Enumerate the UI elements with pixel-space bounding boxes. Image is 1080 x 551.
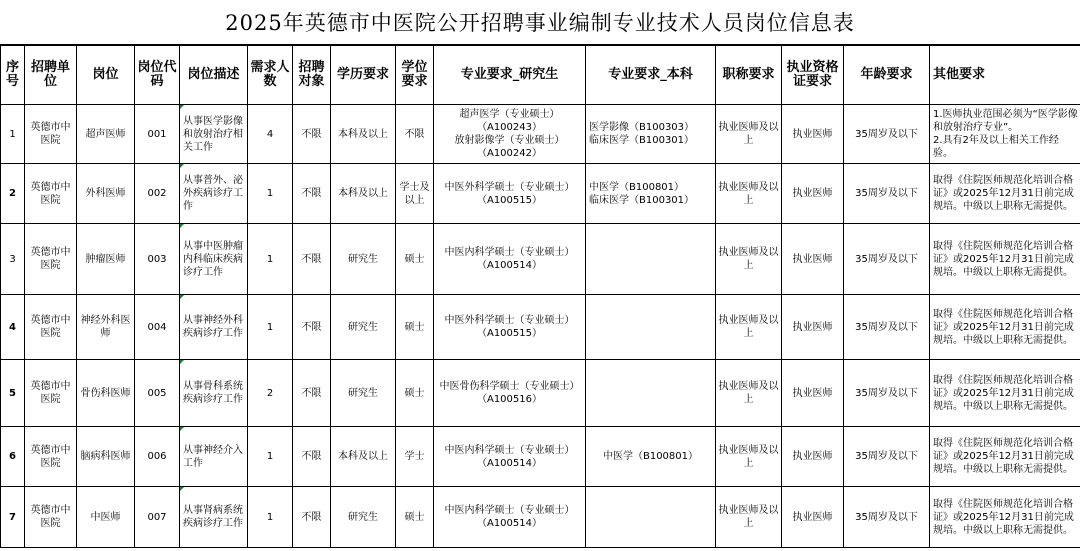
post-cell: 神经外科医师 xyxy=(77,295,135,360)
code-cell: 003 xyxy=(135,224,180,295)
major-bach-cell: 中医学（B100801） 临床医学（B100301） xyxy=(586,164,716,224)
unit-cell: 英德市中医院 xyxy=(25,295,77,360)
edu-cell: 研究生 xyxy=(331,360,396,427)
header-seq: 序号 xyxy=(1,46,25,105)
age-cell: 35周岁及以下 xyxy=(844,360,930,427)
desc-cell: 从事中医肿瘤内科临床疾病诊疗工作 xyxy=(180,224,248,295)
cert-cell: 执业医师 xyxy=(782,295,844,360)
header-code: 岗位代码 xyxy=(135,46,180,105)
title-req-cell: 执业医师及以上 xyxy=(716,105,782,164)
unit-cell: 英德市中医院 xyxy=(25,487,77,548)
post-cell: 肿瘤医师 xyxy=(77,224,135,295)
header-degree: 学位要求 xyxy=(396,46,434,105)
seq-cell: 6 xyxy=(1,427,25,487)
title-req-cell: 执业医师及以上 xyxy=(716,427,782,487)
table-row xyxy=(1,427,1080,487)
target-cell: 不限 xyxy=(293,427,331,487)
header-cert: 执业资格证要求 xyxy=(782,46,844,105)
num-cell: 4 xyxy=(248,105,293,164)
seq-cell: 1 xyxy=(1,105,25,164)
major-bach-cell xyxy=(586,360,716,427)
other-cell: 取得《住院医师规范化培训合格证》或2025年12月31日前完成规培。中级以上职称无需提供。 xyxy=(930,224,1080,295)
edu-cell: 本科及以上 xyxy=(331,164,396,224)
post-cell: 超声医师 xyxy=(77,105,135,164)
header-title-req: 职称要求 xyxy=(716,46,782,105)
other-cell: 取得《住院医师规范化培训合格证》或2025年12月31日前完成规培。中级以上职称无需提供。 xyxy=(930,487,1080,548)
table-row xyxy=(1,487,1080,548)
major-grad-cell: 超声医学（专业硕士） （A100243） 放射影像学（专业硕士） （A100242） xyxy=(434,105,586,164)
age-cell: 35周岁及以下 xyxy=(844,295,930,360)
code-cell: 005 xyxy=(135,360,180,427)
header-num: 需求人数 xyxy=(248,46,293,105)
seq-cell: 7 xyxy=(1,487,25,548)
major-grad-cell: 中医内科学硕士（专业硕士） （A100514） xyxy=(434,487,586,548)
desc-cell: 从事肾病系统疾病诊疗工作 xyxy=(180,487,248,548)
num-cell: 1 xyxy=(248,295,293,360)
major-bach-cell: 医学影像（B100303） 临床医学（B100301） xyxy=(586,105,716,164)
edu-cell: 研究生 xyxy=(331,295,396,360)
degree-cell: 学士 xyxy=(396,427,434,487)
edu-cell: 研究生 xyxy=(331,487,396,548)
target-cell: 不限 xyxy=(293,360,331,427)
header-unit: 招聘单位 xyxy=(25,46,77,105)
seq-cell: 5 xyxy=(1,360,25,427)
edu-cell: 研究生 xyxy=(331,224,396,295)
header-edu: 学历要求 xyxy=(331,46,396,105)
age-cell: 35周岁及以下 xyxy=(844,164,930,224)
seq-cell: 2 xyxy=(1,164,25,224)
cert-cell: 执业医师 xyxy=(782,164,844,224)
cert-cell: 执业医师 xyxy=(782,105,844,164)
post-cell: 外科医师 xyxy=(77,164,135,224)
header-desc: 岗位描述 xyxy=(180,46,248,105)
table-row xyxy=(1,164,1080,224)
title-req-cell: 执业医师及以上 xyxy=(716,295,782,360)
title-req-cell: 执业医师及以上 xyxy=(716,360,782,427)
desc-cell: 从事普外、泌外疾病诊疗工作 xyxy=(180,164,248,224)
desc-cell: 从事神经外科疾病诊疗工作 xyxy=(180,295,248,360)
title-req-cell: 执业医师及以上 xyxy=(716,487,782,548)
degree-cell: 学士及以上 xyxy=(396,164,434,224)
header-row xyxy=(1,46,1080,105)
seq-cell: 3 xyxy=(1,224,25,295)
title-req-cell: 执业医师及以上 xyxy=(716,224,782,295)
header-other: 其他要求 xyxy=(930,46,1080,105)
degree-cell: 硕士 xyxy=(396,487,434,548)
other-cell: 取得《住院医师规范化培训合格证》或2025年12月31日前完成规培。中级以上职称无需提供。 xyxy=(930,360,1080,427)
major-bach-cell: 中医学（B100801） xyxy=(586,427,716,487)
target-cell: 不限 xyxy=(293,105,331,164)
table-row xyxy=(1,360,1080,427)
other-cell: 取得《住院医师规范化培训合格证》或2025年12月31日前完成规培。中级以上职称无需提供。 xyxy=(930,164,1080,224)
page-title: 2025年英德市中医院公开招聘事业编制专业技术人员岗位信息表 xyxy=(0,0,1080,45)
major-grad-cell: 中医内科学硕士（专业硕士） （A100514） xyxy=(434,427,586,487)
major-grad-cell: 中医外科学硕士（专业硕士） （A100515） xyxy=(434,295,586,360)
degree-cell: 硕士 xyxy=(396,224,434,295)
unit-cell: 英德市中医院 xyxy=(25,224,77,295)
degree-cell: 硕士 xyxy=(396,360,434,427)
degree-cell: 硕士 xyxy=(396,295,434,360)
num-cell: 1 xyxy=(248,427,293,487)
edu-cell: 本科及以上 xyxy=(331,105,396,164)
table-row xyxy=(1,105,1080,164)
post-cell: 中医师 xyxy=(77,487,135,548)
cert-cell: 执业医师 xyxy=(782,427,844,487)
code-cell: 002 xyxy=(135,164,180,224)
unit-cell: 英德市中医院 xyxy=(25,164,77,224)
degree-cell: 不限 xyxy=(396,105,434,164)
header-age: 年龄要求 xyxy=(844,46,930,105)
target-cell: 不限 xyxy=(293,164,331,224)
unit-cell: 英德市中医院 xyxy=(25,360,77,427)
target-cell: 不限 xyxy=(293,295,331,360)
header-major-bach: 专业要求_本科 xyxy=(586,46,716,105)
code-cell: 006 xyxy=(135,427,180,487)
major-grad-cell: 中医内科学硕士（专业硕士） （A100514） xyxy=(434,224,586,295)
major-bach-cell xyxy=(586,295,716,360)
other-cell: 取得《住院医师规范化培训合格证》或2025年12月31日前完成规培。中级以上职称无需提供。 xyxy=(930,295,1080,360)
header-major-grad: 专业要求_研究生 xyxy=(434,46,586,105)
num-cell: 1 xyxy=(248,487,293,548)
age-cell: 35周岁及以下 xyxy=(844,427,930,487)
unit-cell: 英德市中医院 xyxy=(25,427,77,487)
code-cell: 007 xyxy=(135,487,180,548)
position-table xyxy=(0,45,1080,548)
code-cell: 004 xyxy=(135,295,180,360)
code-cell: 001 xyxy=(135,105,180,164)
age-cell: 35周岁及以下 xyxy=(844,224,930,295)
header-post: 岗位 xyxy=(77,46,135,105)
num-cell: 2 xyxy=(248,360,293,427)
age-cell: 35周岁及以下 xyxy=(844,105,930,164)
desc-cell: 从事神经介入工作 xyxy=(180,427,248,487)
post-cell: 骨伤科医师 xyxy=(77,360,135,427)
seq-cell: 4 xyxy=(1,295,25,360)
age-cell: 35周岁及以下 xyxy=(844,487,930,548)
cert-cell: 执业医师 xyxy=(782,487,844,548)
major-grad-cell: 中医骨伤科学硕士（专业硕士）（A100516） xyxy=(434,360,586,427)
post-cell: 脑病科医师 xyxy=(77,427,135,487)
major-bach-cell xyxy=(586,487,716,548)
table-row xyxy=(1,224,1080,295)
num-cell: 1 xyxy=(248,164,293,224)
target-cell: 不限 xyxy=(293,224,331,295)
desc-cell: 从事医学影像和放射治疗相关工作 xyxy=(180,105,248,164)
desc-cell: 从事骨科系统疾病诊疗工作 xyxy=(180,360,248,427)
unit-cell: 英德市中医院 xyxy=(25,105,77,164)
target-cell: 不限 xyxy=(293,487,331,548)
major-grad-cell: 中医外科学硕士（专业硕士） （A100515） xyxy=(434,164,586,224)
num-cell: 1 xyxy=(248,224,293,295)
table-row xyxy=(1,295,1080,360)
header-target: 招聘对象 xyxy=(293,46,331,105)
cert-cell: 执业医师 xyxy=(782,360,844,427)
cert-cell: 执业医师 xyxy=(782,224,844,295)
other-cell: 1.医师执业范围必须为“医学影像和放射治疗专业”。 2.具有2年及以上相关工作经验。 xyxy=(930,105,1080,164)
major-bach-cell xyxy=(586,224,716,295)
other-cell: 取得《住院医师规范化培训合格证》或2025年12月31日前完成规培。中级以上职称无需提供。 xyxy=(930,427,1080,487)
title-req-cell: 执业医师及以上 xyxy=(716,164,782,224)
edu-cell: 本科及以上 xyxy=(331,427,396,487)
